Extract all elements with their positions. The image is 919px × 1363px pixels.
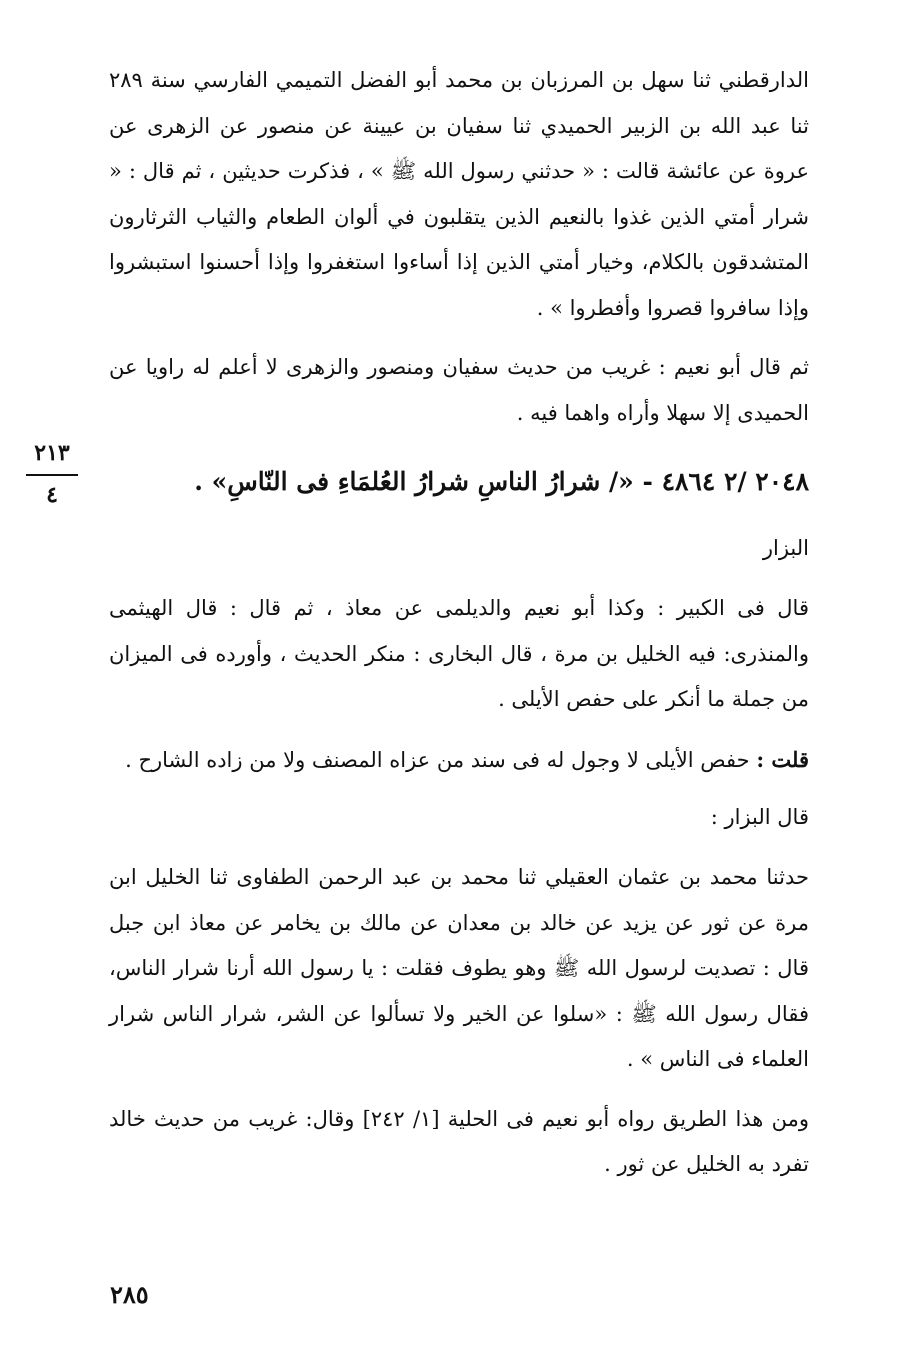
paragraph-hadith-bazzar: حدثنا محمد بن عثمان العقيلي ثنا محمد بن عبد الرحمن الطفاوى ثنا الخليل ابن مرة عن ثور عن يزيد عن خالد بن معدان عن مالك بن يخامر عن معاذ ابن جبل قال : تصديت لرسول الله ﷺ وهو يطوف فقلت : يا رسول الله أرنا شرار الناس، فقال رسول الله ﷺ : «سلوا عن الخير ولا تسألوا عن الشر، شرار الناس شرار العلماء فى الناس » . xyxy=(109,865,809,1071)
margin-ref-top: ٢١٣ xyxy=(34,440,70,466)
paragraph-kabir: قال فى الكبير : وكذا أبو نعيم والديلمى عن معاذ ، ثم قال : قال الهيثمى والمنذرى: فيه الخليل بن مرة ، قال البخارى : منكر الحديث ، وأورده فى الميزان من جملة ما أنكر على حفص الأيلى . xyxy=(109,596,809,711)
margin-ref-divider xyxy=(26,474,78,476)
qala-bazzar-label: قال البزار : xyxy=(710,805,809,829)
hadith-heading: ٢٠٤٨ /٢ ٤٨٦٤ - «/ شرارُ الناسِ شرارُ العُلمَاءِ فى النّاسِ» . xyxy=(194,467,809,496)
paragraph-abu-nuaym: ثم قال أبو نعيم : غريب من حديث سفيان ومنصور والزهرى لا أعلم له راويا عن الحميدى إلا سهلا وأراه واهما فيه . xyxy=(109,355,809,425)
text-upper xyxy=(109,58,809,450)
source-label: البزار xyxy=(762,536,809,560)
qultu-text: حفص الأيلى لا وجول له فى سند من عزاه المصنف ولا من زاده الشارح . xyxy=(125,747,757,772)
paragraph-hilya: ومن هذا الطريق رواه أبو نعيم فى الحلية [١/ ٢٤٢] وقال: غريب من حديث خالد تفرد به الخليل عن ثور . xyxy=(109,1106,809,1176)
page-number: ٢٨٥ xyxy=(110,1280,149,1309)
paragraph-isnad: الدارقطني ثنا سهل بن المرزبان بن محمد أبو الفضل التميمي الفارسي سنة ٢٨٩ ثنا عبد الله بن الزبير الحميدي ثنا سفيان بن عيينة عن منصور عن الزهرى عن عروة عن عائشة قالت : « حدثني رسول الله ﷺ » ، فذكرت حديثين ، ثم قال : « شرار أمتي الذين غذوا بالنعيم الذين يتقلبون في ألوان الطعام والثياب الثرثارون المتشدقون بالكلام، وخيار أمتي الذين إذا أساءوا استغفروا وإذا أحسنوا استبشروا وإذا سافروا قصروا وأفطروا » . xyxy=(109,68,809,320)
text-lower xyxy=(109,458,809,1202)
margin-reference xyxy=(24,438,80,510)
margin-ref-bottom: ٤ xyxy=(46,482,58,508)
paragraph-qultu xyxy=(109,737,809,784)
qultu-label: قلت : xyxy=(756,746,809,772)
